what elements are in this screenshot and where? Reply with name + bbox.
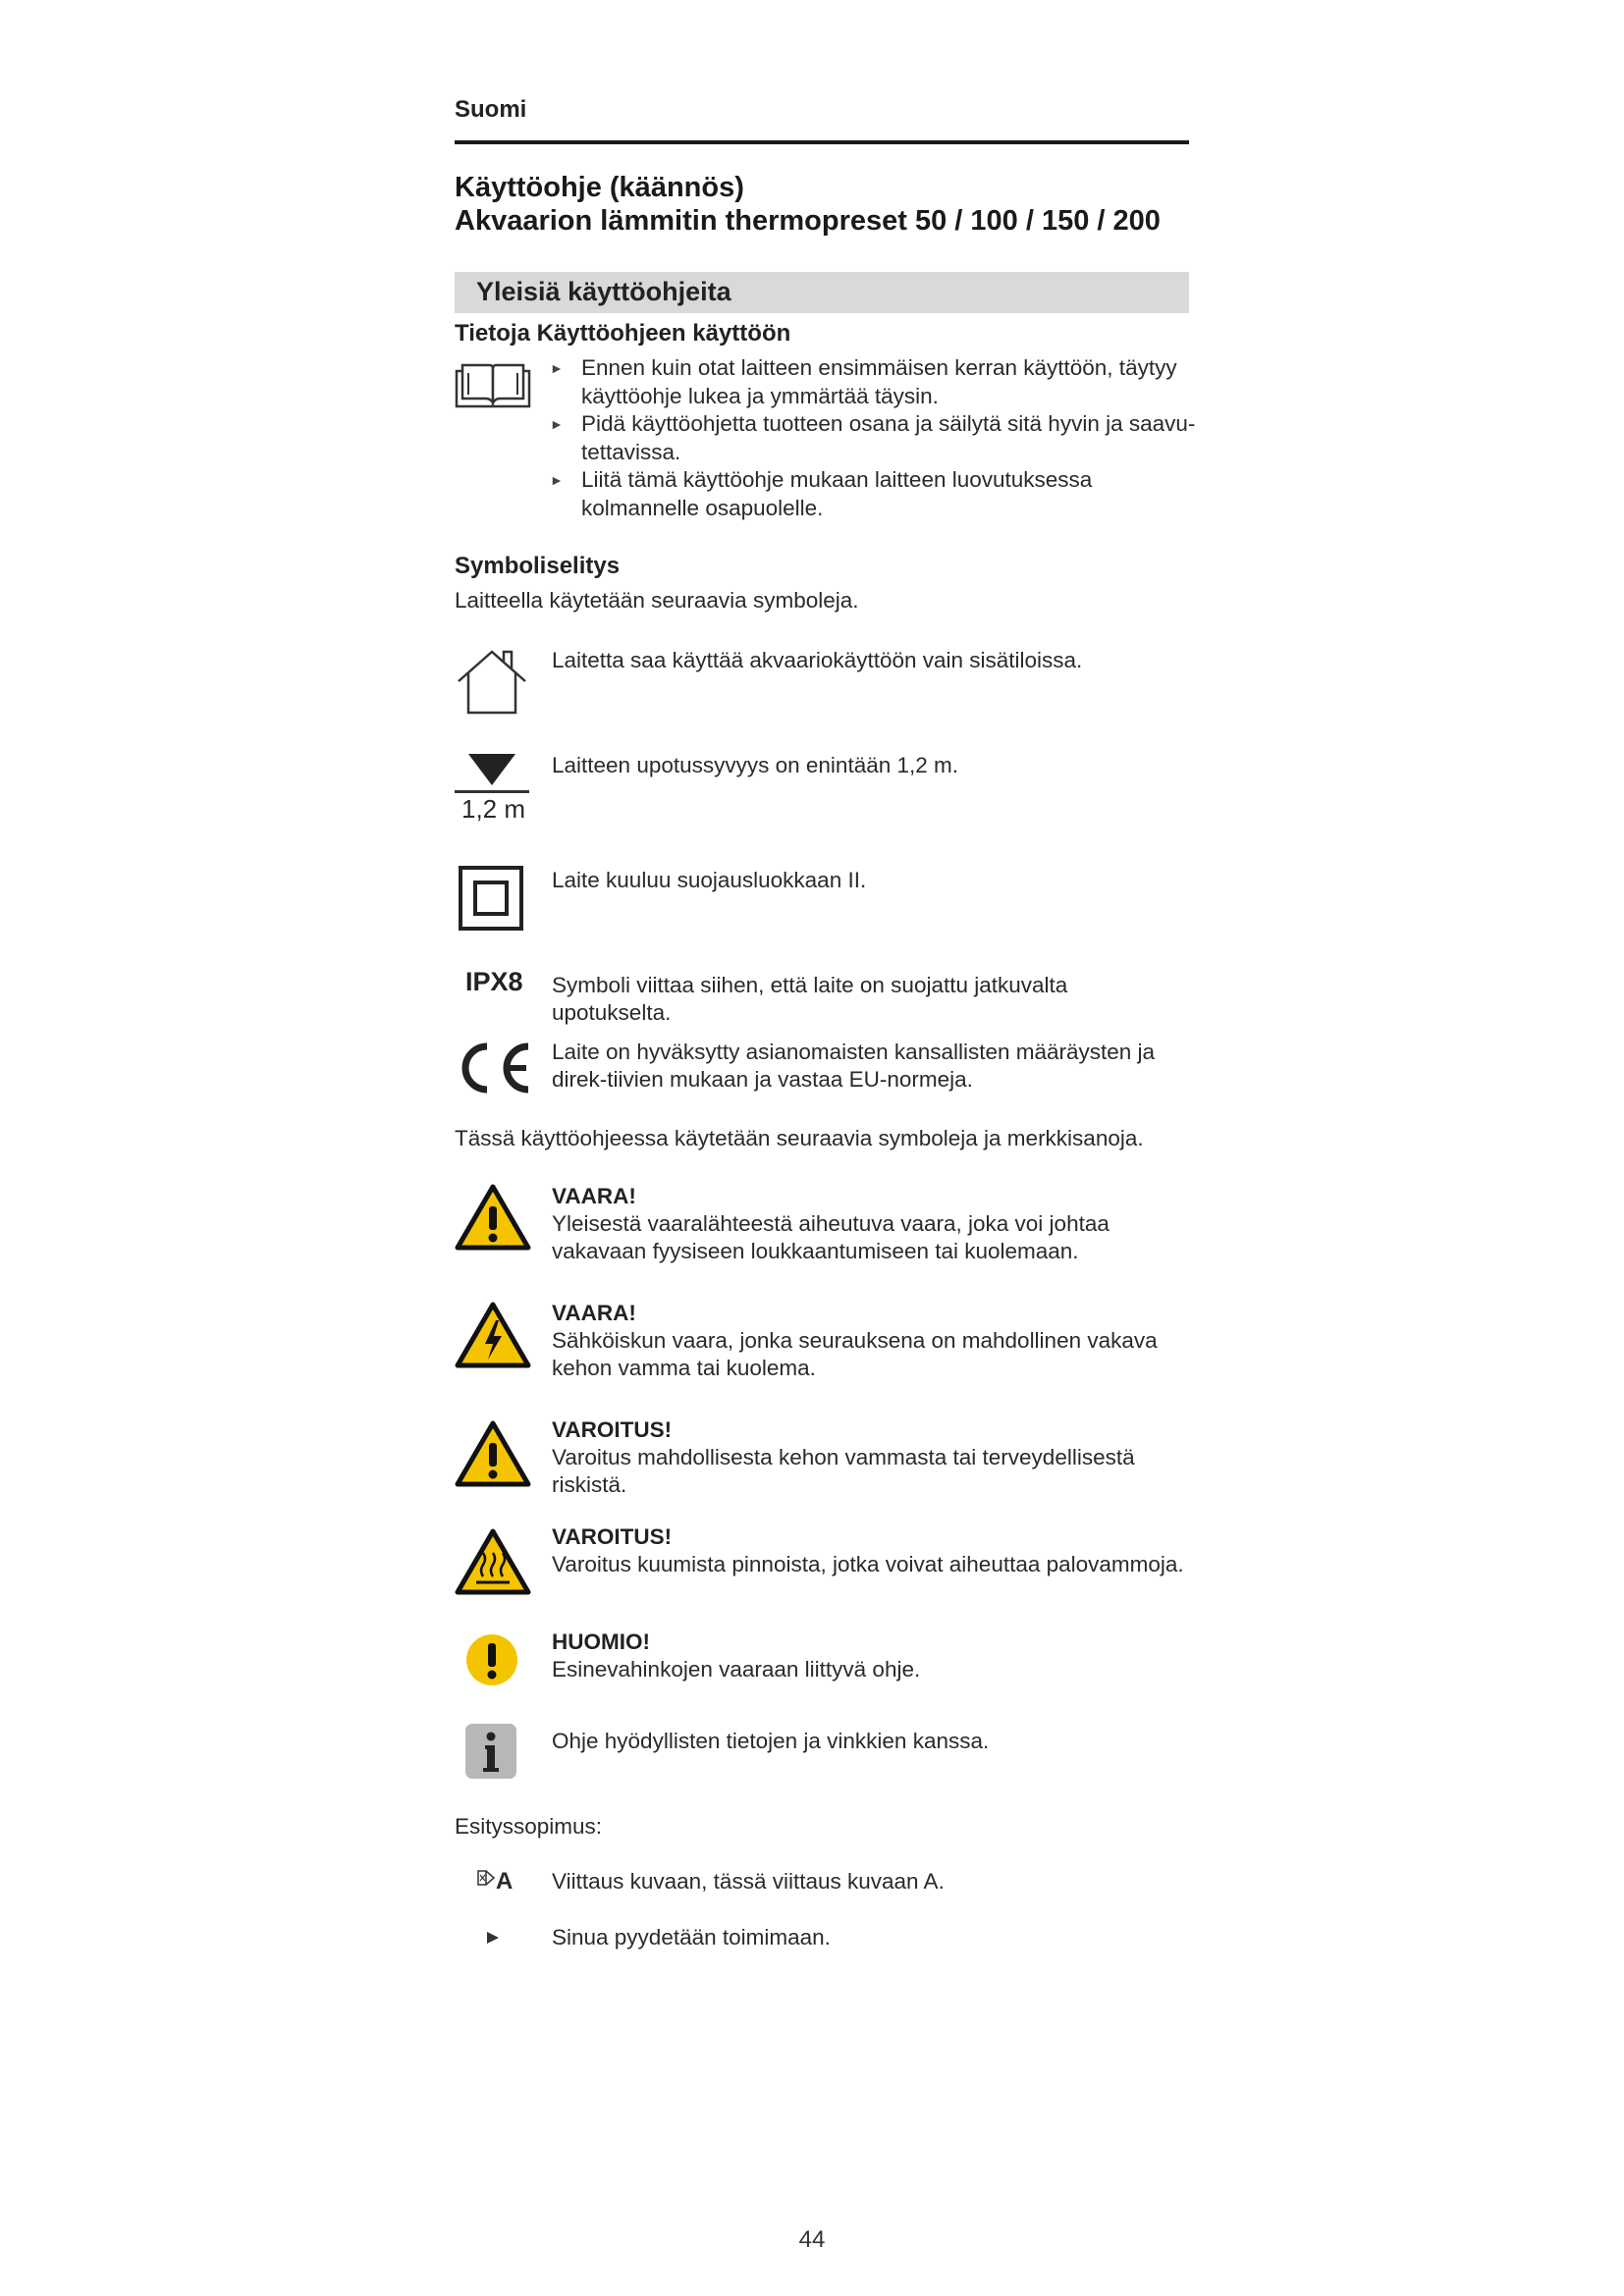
- protection-class-ii-icon: [458, 865, 524, 936]
- depth-line: [455, 790, 529, 793]
- ipx8-label: IPX8: [465, 967, 523, 996]
- header-rule: [455, 140, 1189, 144]
- indoor-house-icon: [455, 648, 529, 721]
- list-item: ► Pidä käyttöohjetta tuotteen osana ja säilytä sitä hyvin ja saavu-tettavissa.: [550, 411, 1196, 464]
- signal-description: Sähköiskun vaara, jonka seurauksena on mahdollinen vakava kehon vamma tai kuolema.: [552, 1328, 1158, 1380]
- manual-usage-heading: Tietoja Käyttöohjeen käyttöön: [455, 320, 791, 347]
- list-item: ► Liitä tämä käyttöohje mukaan laitteen luovutuksessa kolmannelle osapuolelle.: [550, 467, 1093, 520]
- conventions-heading: Esityssopimus:: [455, 1814, 603, 1839]
- signal-word-entry: [552, 1728, 1190, 1755]
- action-arrow-icon: [486, 1931, 500, 1949]
- bullet-arrow-icon: ►: [550, 472, 564, 488]
- signal-word-entry: [552, 1629, 1190, 1683]
- page-number: 44: [798, 2226, 826, 2253]
- manual-usage-list: [550, 354, 1198, 522]
- section-title: Yleisiä käyttöohjeita: [476, 277, 731, 306]
- document-title: Käyttöohje (käännös): [455, 172, 744, 203]
- signal-word-entry: [552, 1416, 1190, 1499]
- bullet-arrow-icon: ►: [550, 416, 564, 432]
- symbol-text: Laitetta saa käyttää akvaariokäyttöön vain sisätiloissa.: [552, 648, 1083, 672]
- product-title: Akvaarion lämmitin thermopreset 50 / 100 / 150 / 200: [455, 205, 1161, 237]
- symbol-text: Laitteen upotussyvyys on enintään 1,2 m.: [552, 753, 959, 777]
- warning-exclamation-icon: [455, 1419, 531, 1493]
- signal-word-entry: [552, 1523, 1190, 1578]
- signal-word: VAROITUS!: [552, 1417, 673, 1442]
- depth-triangle-icon: [455, 752, 529, 790]
- symbols-intro: Laitteella käytetään seuraavia symboleja.: [455, 588, 859, 613]
- signal-description: Varoitus mahdollisesta kehon vammasta tai terveydellisestä riskistä.: [552, 1445, 1135, 1497]
- signal-words-intro: Tässä käyttöohjeessa käytetään seuraavia symboleja ja merkkisanoja.: [455, 1126, 1144, 1150]
- signal-word-entry: [552, 1183, 1190, 1265]
- figure-reference-icon: [477, 1869, 495, 1892]
- signal-description: Ohje hyödyllisten tietojen ja vinkkien kanssa.: [552, 1729, 990, 1753]
- signal-description: Yleisestä vaaralähteestä aiheutuva vaara, joka voi johtaa vakavaan fyysiseen loukkaantumiseen tai kuolemaan.: [552, 1211, 1110, 1263]
- figure-reference-label: A: [496, 1868, 514, 1895]
- notice-exclamation-icon: [463, 1631, 520, 1693]
- symbols-heading: Symboliselitys: [455, 553, 621, 579]
- signal-description: Varoitus kuumista pinnoista, jotka voivat aiheuttaa palovammoja.: [552, 1552, 1184, 1576]
- symbol-text: Laite on hyväksytty asianomaisten kansallisten määräysten ja direk-tiivien mukaan ja vastaa EU-normeja.: [552, 1040, 1156, 1092]
- convention-text: Sinua pyydetään toimimaan.: [552, 1925, 831, 1949]
- info-icon: [463, 1722, 518, 1786]
- bullet-arrow-icon: ►: [550, 360, 564, 376]
- signal-description: Esinevahinkojen vaaraan liittyvä ohje.: [552, 1657, 921, 1682]
- symbol-text: Laite kuuluu suojausluokkaan II.: [552, 868, 867, 892]
- manual-book-icon: [455, 359, 531, 415]
- signal-word: VAARA!: [552, 1184, 636, 1208]
- signal-word-entry: [552, 1300, 1190, 1382]
- depth-label: 1,2 m: [461, 794, 526, 824]
- symbol-text: Symboli viittaa siihen, että laite on suojattu jatkuvalta upotukselta.: [552, 973, 1068, 1025]
- list-item: ► Ennen kuin otat laitteen ensimmäisen kerran käyttöön, täytyy käyttöohje lukea ja ymmärtää täysin.: [550, 355, 1177, 408]
- signal-word: VAROITUS!: [552, 1524, 673, 1549]
- section-header: [455, 272, 1189, 313]
- convention-text: Viittaus kuvaan, tässä viittaus kuvaan A.: [552, 1869, 945, 1894]
- signal-word: VAARA!: [552, 1301, 636, 1325]
- ce-mark-icon: [454, 1039, 534, 1102]
- warning-electric-icon: [455, 1301, 531, 1374]
- warning-exclamation-icon: [455, 1183, 531, 1256]
- warning-hot-surface-icon: [455, 1527, 531, 1601]
- signal-word: HUOMIO!: [552, 1629, 650, 1654]
- language-label: Suomi: [455, 96, 527, 123]
